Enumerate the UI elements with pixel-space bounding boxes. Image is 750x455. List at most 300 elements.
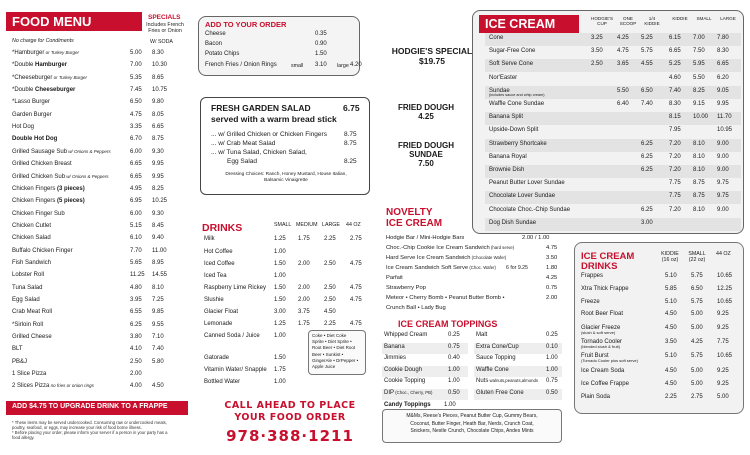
drink-price: 1.75 (274, 367, 286, 373)
food-menu-title: FOOD MENU (12, 14, 92, 29)
drink-name: Canned Soda / Juice (204, 333, 260, 339)
drink-price: 1.50 (274, 261, 286, 267)
ice-cream-price: 8.10 (693, 206, 705, 213)
topping-price: 0.50 (546, 389, 558, 396)
novelty-row (386, 255, 562, 265)
salad-option-price: 8.75 (344, 131, 357, 138)
drinks-col-small: SMALL (274, 222, 292, 228)
fried-dough-sundae-title: FRIED DOUGH (398, 141, 454, 150)
addon-name: Bacon (205, 41, 223, 47)
drink-row (204, 285, 368, 296)
food-item-row (12, 112, 182, 124)
food-item-row (12, 87, 182, 99)
novelty-list (386, 235, 562, 317)
ice-cream-price: 8.10 (693, 153, 705, 160)
topping-row (474, 366, 562, 377)
ice-cream-price: 6.25 (641, 153, 653, 160)
food-item-price: 6.25 (130, 321, 142, 328)
drink-row (204, 309, 368, 320)
ice-cream-title: ICE CREAM (485, 17, 556, 31)
toppings-title: ICE CREAM TOPPINGS (398, 319, 498, 329)
food-item-row (12, 50, 182, 62)
ice-cream-price: 2.50 (591, 61, 603, 68)
ic-drink-name: Ice Coffee Frappe (581, 381, 629, 387)
ice-cream-row (485, 205, 741, 218)
topping-row (474, 354, 562, 365)
ic-drink-price: 9.25 (717, 325, 729, 331)
ice-cream-item-name: Cone (489, 35, 504, 41)
novelty-price: 3.50 (546, 255, 558, 261)
food-item-special-price: 9.85 (152, 309, 164, 316)
addon-row (205, 41, 355, 51)
food-item-special-price: 9.95 (152, 161, 164, 168)
ice-cream-price: 9.05 (717, 87, 729, 94)
ic-drink-row (579, 325, 741, 337)
hodgie-special-title: HODGIE'S SPECIAL (391, 46, 473, 56)
topping-name: Whipped Cream (384, 332, 428, 338)
ic-drink-price: 5.00 (691, 381, 703, 387)
ice-cream-price: 6.20 (717, 74, 729, 81)
fried-dough-sundae (384, 141, 468, 168)
food-item-name: Chicken Cutlet (12, 222, 52, 229)
ice-cream-col-header: 1/4 KIDDIE (644, 16, 660, 26)
ic-drink-name: Plain Soda (581, 394, 611, 400)
food-item-special-price: 8.05 (152, 111, 164, 118)
topping-row (474, 389, 562, 400)
drink-price: 2.00 (298, 297, 310, 303)
drink-row (204, 236, 368, 247)
ice-cream-price: 6.25 (641, 206, 653, 213)
ice-cream-price: 6.65 (717, 61, 729, 68)
ice-cream-price: 6.65 (669, 48, 681, 55)
food-menu-section (6, 8, 184, 448)
ice-cream-price: 6.15 (669, 35, 681, 41)
ice-cream-price: 5.25 (669, 61, 681, 68)
novelty-name: Choc.-Chip Cookie Ice Cream Sandwich (hard serve) (386, 245, 515, 251)
food-item-row (12, 260, 182, 272)
ice-cream-price: 9.75 (717, 180, 729, 187)
drink-price: 4.50 (324, 309, 336, 315)
call-ahead (206, 400, 374, 445)
food-item-row (12, 149, 182, 161)
ice-cream-price: 7.20 (669, 153, 681, 160)
food-item-special-price: 8.95 (152, 259, 164, 266)
salad-option-name: ... w/ Crab Meat Salad (211, 140, 276, 147)
food-item-special-price: 11.00 (152, 247, 167, 254)
ic-drink-price: 5.00 (691, 368, 703, 374)
salad-panel (200, 97, 370, 195)
drink-name: Slushie (204, 297, 224, 303)
ic-drink-row (579, 286, 741, 298)
drink-row (204, 249, 368, 260)
ice-cream-row (485, 86, 741, 99)
topping-price: 0.10 (546, 343, 558, 350)
fried-dough-sundae-subtitle: SUNDAE (409, 150, 443, 159)
novelty-row (386, 265, 562, 275)
ic-drink-price: 5.00 (717, 394, 729, 400)
ic-drink-name: Glacier Freeze (slush & soft serve) (581, 325, 621, 335)
ice-cream-price: 11.70 (717, 114, 732, 121)
food-item-row (12, 198, 182, 210)
disclaimer (12, 420, 192, 440)
addon-row (205, 51, 355, 61)
ic-drink-price: 4.50 (665, 368, 677, 374)
ic-drink-price: 5.75 (691, 353, 703, 359)
food-item-name: Grilled Cheese (12, 334, 52, 341)
ice-cream-price: 8.10 (693, 140, 705, 147)
topping-row (382, 331, 468, 342)
food-item-name: *Lasso Burger (12, 99, 51, 106)
ic-drink-row (579, 353, 741, 365)
food-item-price: 6.50 (130, 99, 142, 106)
ice-cream-row (485, 139, 741, 152)
drink-name: Bottled Water (204, 379, 241, 385)
ic-drink-name: Freeze (581, 299, 600, 305)
salad-dressings (205, 172, 367, 184)
ic-drink-price: 5.10 (665, 299, 677, 305)
drink-price: 1.00 (274, 273, 286, 279)
ice-cream-col-header: SMALL (696, 16, 712, 21)
ice-cream-price: 7.40 (641, 101, 653, 107)
ic-drink-price: 3.50 (665, 339, 677, 345)
food-item-note: or Turkey Burger (52, 74, 88, 80)
drink-price: 1.00 (274, 333, 286, 339)
drink-name: Vitamin Water/ Snapple (204, 367, 267, 373)
food-item-price: 6.00 (130, 210, 142, 217)
ic-drink-price: 5.85 (665, 286, 677, 292)
food-item-price: 3.95 (130, 297, 142, 303)
salad-option-name: Egg Salad (227, 158, 257, 165)
call-ahead-line1: CALL AHEAD TO PLACE (224, 400, 356, 411)
novelty-title: NOVELTY (386, 207, 433, 218)
food-item-row (12, 235, 182, 247)
topping-name: Gluten Free Cone (476, 389, 524, 396)
ic-drink-row (579, 381, 741, 393)
ice-cream-price: 9.00 (717, 153, 729, 160)
addon-price: 1.50 (315, 51, 327, 57)
ic-drinks-title: ICE CREAM (581, 251, 635, 262)
ice-cream-price: 3.25 (591, 35, 603, 41)
ice-cream-row (485, 191, 741, 204)
food-item-special-price: 14.55 (152, 272, 168, 279)
drink-price: 2.50 (324, 261, 336, 267)
ic-drink-price: 12.25 (717, 286, 733, 292)
ice-cream-price: 9.00 (717, 140, 729, 147)
ice-cream-row (485, 46, 741, 59)
food-item-price: 4.80 (130, 284, 142, 291)
ic-drinks-col-kiddie: KIDDIE (16 oz) (661, 251, 679, 263)
novelty-row (386, 285, 562, 295)
food-item-special-price: 9.30 (152, 210, 164, 217)
drink-price: 1.00 (274, 379, 286, 385)
ice-cream-item-name: Banana Royal (489, 153, 527, 160)
ic-drinks-list (579, 273, 741, 413)
salad-option (211, 140, 366, 147)
food-item-name: Chicken Fingers (3 pieces) (12, 185, 85, 192)
ic-drink-price: 4.50 (665, 311, 677, 317)
ic-drink-name: Tornado Cooler (blended slush & fruit) (581, 339, 623, 349)
food-item-price: 6.00 (130, 148, 142, 155)
salad-title: FRESH GARDEN SALAD (211, 103, 311, 113)
ice-cream-price: 3.65 (617, 61, 629, 68)
food-item-row (12, 359, 182, 371)
ice-cream-item-name: Banana Split (489, 114, 524, 121)
novelty-note: (hard serve) (489, 245, 515, 250)
food-item-name: Chicken Fingers (5 pieces) (12, 198, 85, 205)
drink-row (204, 379, 368, 390)
ice-cream-price: 7.40 (669, 87, 681, 94)
ic-drink-price: 5.75 (691, 273, 703, 279)
food-item-name-bold: (5 pieces) (55, 198, 85, 205)
topping-price: 0.50 (448, 389, 460, 396)
drink-price: 2.75 (350, 236, 362, 242)
food-item-special-price: 10.30 (152, 62, 168, 69)
topping-row (474, 343, 562, 354)
food-item-special-price: 9.80 (152, 99, 164, 106)
ic-drink-row (579, 394, 741, 406)
ic-drinks-col-small: SMALL (22 oz) (688, 251, 706, 263)
upgrade-banner (6, 401, 188, 415)
toppings-list-left (382, 331, 468, 403)
food-item-name: Hot Dog (12, 124, 35, 131)
ice-cream-item-name: Peanut Butter Lover Sundae (489, 180, 565, 187)
addon-price: 0.35 (315, 31, 327, 37)
ice-cream-item-note: (includes sauce and whip cream) (489, 92, 545, 97)
food-item-price: 3.80 (130, 334, 142, 341)
soda-flavors-box (308, 330, 366, 375)
ice-cream-item-name: Soft Serve Cone (489, 61, 534, 68)
topping-price: 1.00 (448, 378, 460, 384)
salad-option (211, 131, 366, 138)
food-item-row (12, 371, 182, 383)
topping-price: 1.00 (448, 366, 460, 373)
ice-cream-price: 6.50 (641, 87, 653, 94)
food-item-name: Chicken Salad (12, 235, 51, 242)
food-item-row (12, 285, 182, 297)
food-item-row (12, 383, 182, 395)
ice-cream-price: 8.10 (693, 167, 705, 173)
drink-name: Gatorade (204, 355, 230, 361)
novelty-row (386, 295, 562, 305)
ic-drink-price: 5.00 (691, 311, 703, 317)
topping-name: Nuts walnuts,peanuts,almonds (476, 378, 539, 384)
novelty-row (386, 275, 562, 285)
ice-cream-price: 8.75 (693, 193, 705, 200)
food-item-special-price: 8.75 (152, 136, 164, 143)
topping-name: Extra Cone/Cup (476, 343, 519, 350)
ic-drink-price: 10.65 (717, 299, 733, 305)
food-item-name: 2 Slices Pizza no fries or onion rings (12, 383, 94, 390)
call-ahead-line2: YOUR FOOD ORDER (234, 412, 346, 423)
topping-name: Jimmies (384, 355, 406, 361)
food-menu-title-bar (6, 12, 142, 31)
topping-price: 0.25 (546, 332, 558, 338)
food-item-row (12, 62, 182, 74)
topping-price: 0.40 (448, 355, 460, 361)
ice-cream-price: 10.95 (717, 127, 733, 134)
ice-cream-row (485, 59, 741, 72)
salad-option-price: 8.75 (344, 140, 357, 147)
ic-drink-price: 10.65 (717, 353, 733, 359)
drink-price: 4.75 (350, 321, 362, 327)
topping-name: Cookie Topping (384, 378, 426, 384)
food-item-row (12, 186, 182, 198)
food-item-special-price: 6.65 (152, 124, 164, 131)
soda-flavor-line: Root Beer • Diet Root (312, 345, 356, 351)
ice-cream-item-name: Dog Dish Sundae (489, 219, 537, 226)
topping-price: 0.25 (448, 332, 460, 338)
ice-cream-price: 7.75 (669, 180, 681, 187)
salad-price: 6.75 (343, 103, 360, 113)
ice-cream-col-header: ONE SCOOP (619, 16, 637, 26)
food-item-name: *Sirloin Roll (12, 321, 44, 328)
condiments-note: No charge for Condiments (12, 38, 74, 44)
ice-cream-price: 7.95 (669, 127, 681, 134)
drink-price: 1.75 (298, 321, 310, 327)
ic-drink-note: (slush & soft serve) (581, 330, 616, 335)
ice-cream-row (485, 152, 741, 165)
ice-cream-price: 4.75 (617, 48, 629, 55)
ice-cream-drinks-panel (574, 242, 744, 414)
drink-name: Raspberry Lime Rickey (204, 285, 267, 291)
drink-price: 4.75 (350, 297, 362, 303)
food-item-row (12, 75, 182, 87)
topping-row (382, 343, 468, 354)
novelty-name: Hard Serve Ice Cream Sandwich (Chocolate Wafer) (386, 255, 507, 261)
food-item-price: 11.25 (130, 272, 145, 279)
food-item-special-price: 10.75 (152, 87, 168, 94)
ice-cream-price: 8.30 (669, 101, 681, 107)
addon-name: French Fries / Onion Rings (205, 62, 277, 68)
ice-cream-price: 10.00 (693, 114, 709, 121)
food-item-name: BLT (12, 346, 23, 353)
food-item-row (12, 161, 182, 173)
upgrade-banner-text: ADD $4.75 TO UPGRADE DRINK TO A FRAPPE (12, 403, 168, 410)
ice-cream-item-name: Sundae (includes sauce and whip cream) (489, 87, 545, 97)
novelty-name: Ice Cream Sandwich Soft Serve (Choc. Wafer) (386, 265, 496, 271)
small-price: 3.10 (315, 62, 327, 68)
food-item-row (12, 346, 182, 358)
food-item-row (12, 272, 182, 284)
food-item-price: 2.00 (130, 371, 142, 378)
ic-drink-price: 2.25 (665, 394, 677, 400)
ice-cream-row (485, 125, 741, 138)
ice-cream-price: 7.75 (669, 193, 681, 200)
drinks-col-44oz: 44 OZ (346, 222, 361, 228)
food-item-special-price: 8.45 (152, 222, 164, 229)
drink-price: 1.25 (274, 236, 286, 242)
food-item-row (12, 309, 182, 321)
ic-drink-note: (Tornado Cooler plus soft serve) (581, 358, 638, 363)
novelty-name: Crunch Ball • Lady Bug (386, 305, 446, 311)
ic-drink-price: 9.25 (717, 368, 729, 374)
food-item-name-bold: Hot Dog (32, 136, 58, 143)
topping-row (382, 389, 468, 400)
food-item-row (12, 211, 182, 223)
food-item-price: 6.95 (130, 198, 142, 205)
topping-price: 1.00 (546, 366, 558, 373)
topping-price: 0.75 (448, 343, 460, 350)
fried-dough (384, 103, 468, 121)
ice-cream-row (485, 99, 741, 112)
novelty-name: Meteor • Cherry Bomb • Peanut Butter Bomb • (386, 295, 505, 301)
food-item-name: *Hamburger or Turkey Burger (12, 50, 80, 56)
soda-label: W/ SODA (150, 39, 173, 45)
novelty-price: 2.00 (546, 295, 558, 301)
ic-drink-price: 7.75 (717, 339, 729, 345)
ic-drink-row (579, 311, 741, 323)
ice-cream-price: 3.50 (591, 48, 603, 55)
ic-drink-price: 6.50 (691, 286, 703, 292)
ic-drinks-col-44oz: 44 OZ (716, 251, 731, 257)
disclaimer-line: * Before placing your order, please inform your server if a person in your party has a (12, 430, 168, 435)
novelty-note: (Choc. Wafer) (468, 265, 496, 270)
drink-price: 1.00 (274, 249, 286, 255)
food-item-price: 4.75 (130, 111, 142, 118)
ice-cream-price: 9.15 (693, 101, 705, 107)
ice-cream-row (485, 112, 741, 125)
drink-name: Hot Coffee (204, 249, 233, 255)
ic-drink-price: 5.75 (691, 299, 703, 305)
drink-price: 4.75 (350, 285, 362, 291)
ice-cream-item-name: Chocolate Choc.-Chip Sundae (489, 206, 571, 213)
soda-flavor-line: Beer • Sunkist • (312, 351, 344, 357)
food-item-price: 6.65 (130, 161, 142, 168)
dressing-line: Dressing Choices: Ranch, Honey Mustard, House Italian, (225, 172, 347, 177)
topping-name: DIP (Choc., Cherry, PB) (384, 389, 433, 396)
food-item-price: 3.35 (130, 124, 142, 131)
ice-cream-price: 7.00 (693, 35, 705, 41)
food-item-row (12, 297, 182, 309)
novelty-price: 2.00 / 1.00 (522, 235, 550, 241)
ice-cream-price: 5.75 (641, 48, 653, 55)
ice-cream-price: 8.15 (669, 114, 681, 121)
addon-row (205, 62, 361, 72)
ice-cream-price: 4.55 (641, 61, 653, 68)
drinks-title: DRINKS (202, 222, 243, 234)
food-item-row (12, 223, 182, 235)
addon-name: Cheese (205, 31, 226, 37)
candy-toppings-label: Candy Toppings (384, 402, 431, 408)
food-item-name-bold: Cheeseburger (33, 87, 76, 94)
ice-cream-price: 5.50 (693, 74, 705, 81)
food-item-name: Garden Burger (12, 111, 52, 118)
novelty-price: 0.75 (546, 285, 558, 291)
drink-price: 1.50 (274, 285, 286, 291)
topping-row (382, 377, 468, 388)
food-item-special-price: 7.10 (152, 334, 164, 341)
food-item-note: w/ Onions & Peppers (65, 173, 109, 179)
ice-cream-col-header: KIDDIE (672, 16, 688, 21)
topping-row (382, 354, 468, 365)
ic-drink-price: 5.00 (691, 325, 703, 331)
small-label: small (291, 63, 304, 69)
phone-number[interactable]: 978·388·1211 (226, 427, 354, 445)
drink-price: 2.25 (324, 236, 336, 242)
ice-cream-price: 4.60 (669, 74, 681, 81)
ice-cream-price: 9.00 (717, 167, 729, 173)
food-item-special-price: 4.50 (152, 383, 164, 390)
ic-drink-note: (blended slush & fruit) (581, 344, 620, 349)
novelty-price: 4.75 (546, 245, 558, 251)
food-item-special-price: 7.25 (152, 297, 164, 303)
ice-cream-price: 7.50 (693, 48, 705, 55)
food-item-note: no fries or onion rings (49, 383, 94, 389)
food-item-special-price: 7.40 (152, 346, 164, 353)
ice-cream-item-name: Upside-Down Split (489, 127, 539, 134)
drink-price: 4.75 (350, 261, 362, 267)
ic-drink-price: 4.50 (665, 325, 677, 331)
